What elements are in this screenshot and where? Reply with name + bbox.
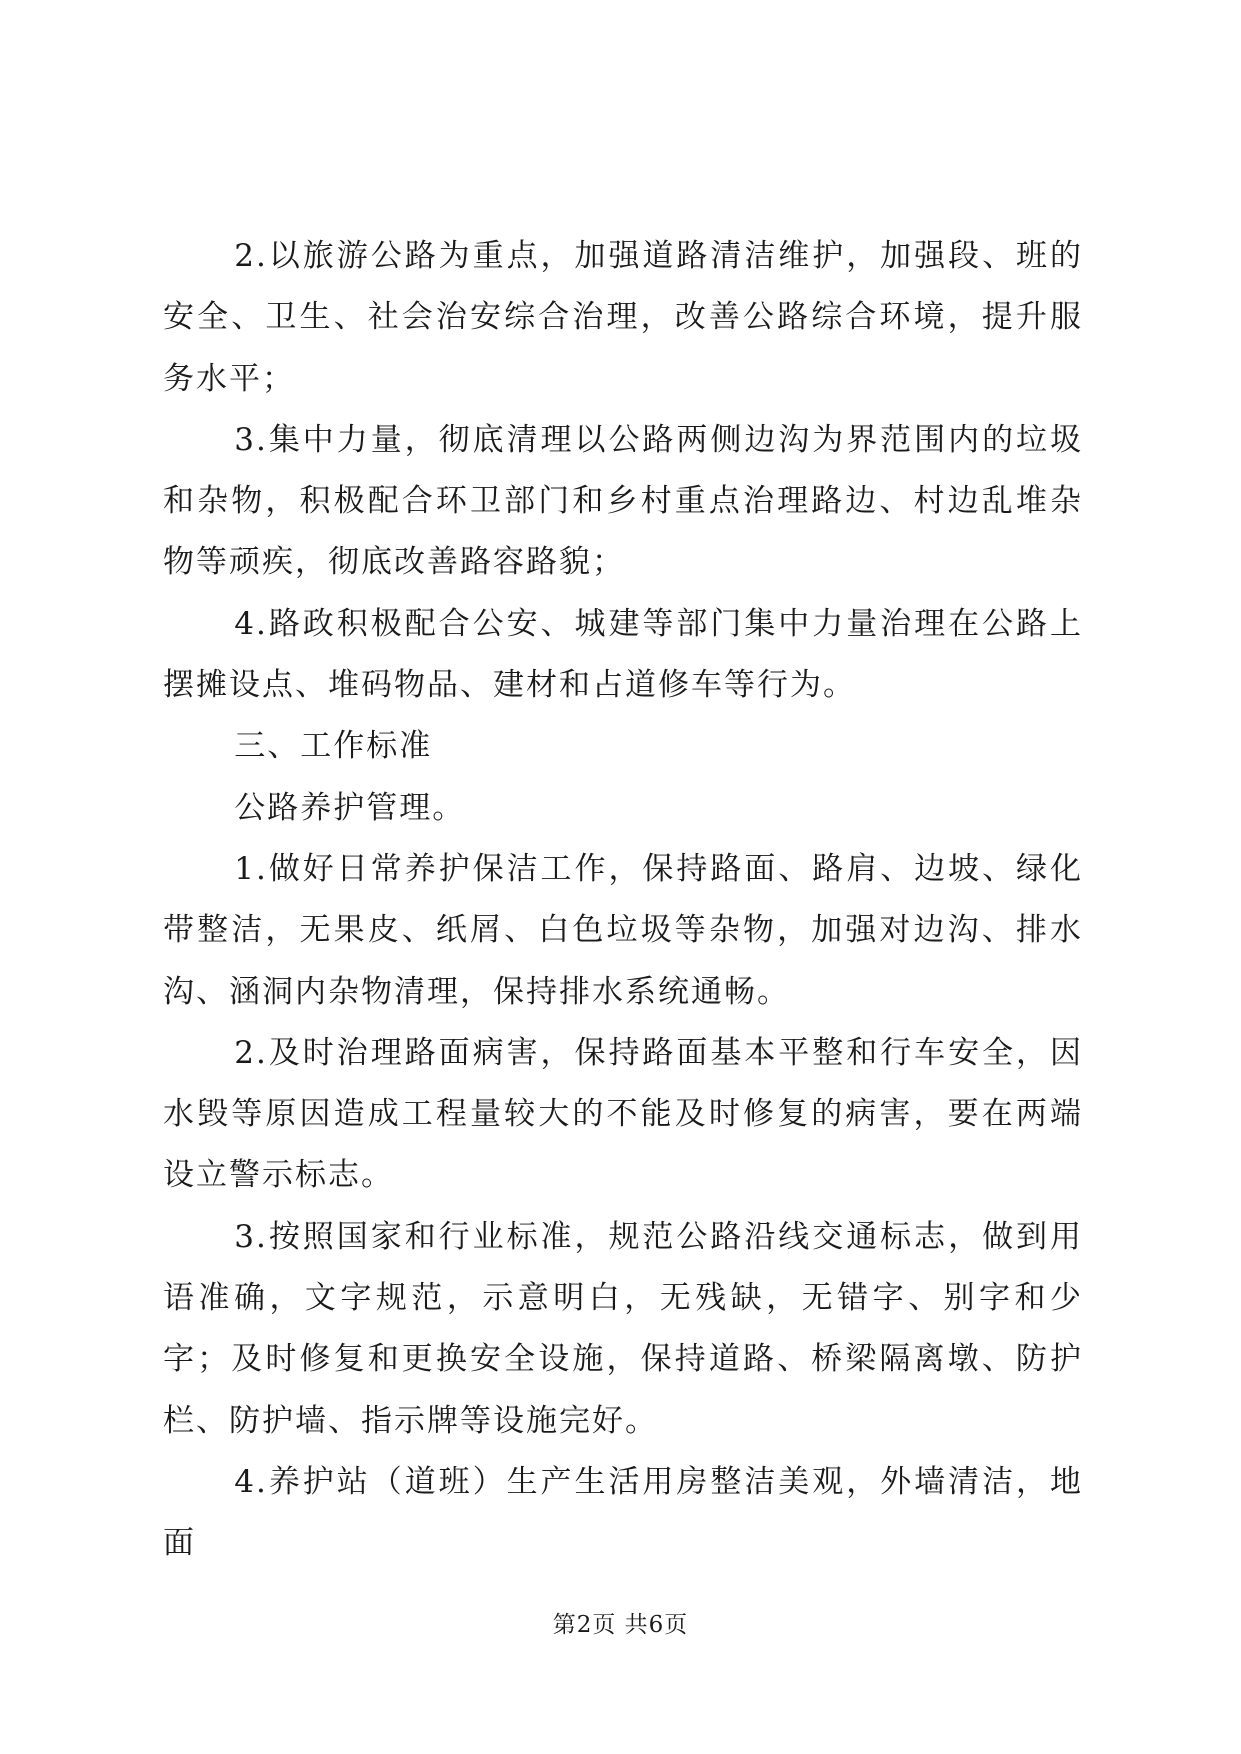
subheading-road-maintenance: 公路养护管理。 bbox=[234, 789, 466, 826]
paragraph-item-3: 3.集中力量，彻底清理以公路两侧边沟为界范围内的垃圾和杂物，积极配合环卫部门和乡村重点治理路边、村边乱堆杂物等顽疾，彻底改善路容路貌； bbox=[163, 421, 1083, 581]
page-number-footer: 第2页 共6页 bbox=[552, 1612, 689, 1638]
standard-item-4: 4.养护站（道班）生产生活用房整洁美观，外墙清洁，地面 bbox=[163, 1463, 1083, 1562]
paragraph-item-2: 2.以旅游公路为重点，加强道路清洁维护，加强段、班的安全、卫生、社会治安综合治理，改善公路综合环境，提升服务水平； bbox=[163, 238, 1083, 397]
paragraph-item-4: 4.路政积极配合公安、城建等部门集中力量治理在公路上摆摊设点、堆码物品、建材和占道修车等行为。 bbox=[163, 605, 1083, 704]
section-heading-work-standard: 三、工作标准 bbox=[234, 728, 433, 765]
standard-item-3: 3.按照国家和行业标准，规范公路沿线交通标志，做到用语准确，文字规范，示意明白，无残缺，无错字、别字和少字；及时修复和更换安全设施，保持道路、桥梁隔离墩、防护栏、防护墙、指示牌等设施完好。 bbox=[163, 1218, 1083, 1439]
standard-item-2: 2.及时治理路面病害，保持路面基本平整和行车安全，因水毁等原因造成工程量较大的不能及时修复的病害，要在两端设立警示标志。 bbox=[163, 1034, 1083, 1194]
standard-item-1: 1.做好日常养护保洁工作，保持路面、路肩、边坡、绿化带整洁，无果皮、纸屑、白色垃圾等杂物，加强对边沟、排水沟、涵洞内杂物清理，保持排水系统通畅。 bbox=[163, 850, 1083, 1010]
document-body bbox=[163, 226, 1083, 1575]
